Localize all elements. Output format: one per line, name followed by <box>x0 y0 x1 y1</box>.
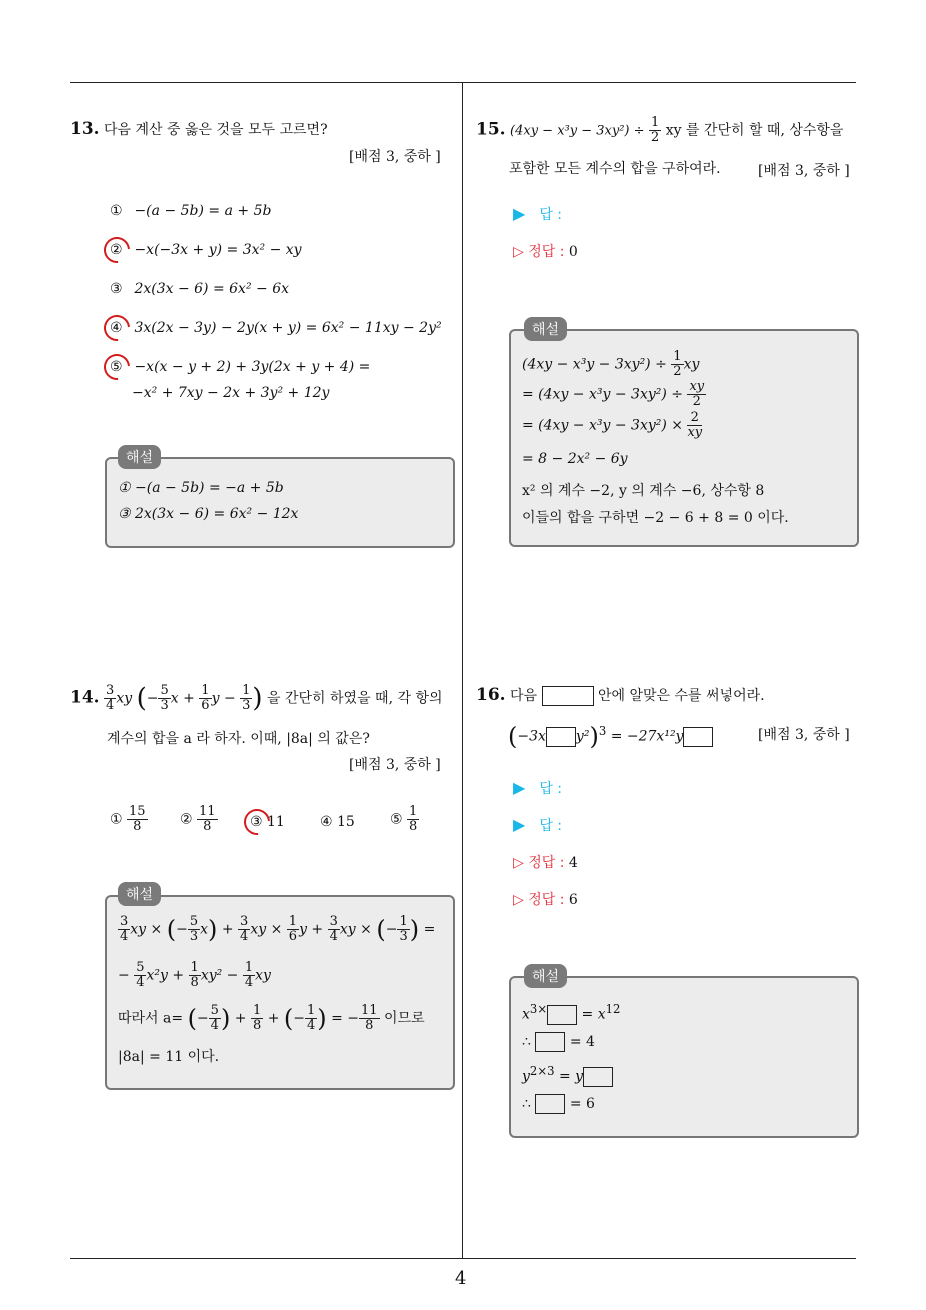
correct-answer: ▷ 정답 : 6 <box>513 892 578 908</box>
question-13 <box>70 116 328 143</box>
bottom-rule <box>70 1258 856 1259</box>
solution-tag: 해설 <box>118 445 161 469</box>
question-number: 15. <box>476 119 506 140</box>
answer-field[interactable]: ▶ 답 : <box>513 815 563 834</box>
choice-4[interactable]: ④ 3x(2x − 3y) − 2y(x + y) = 6x² − 11xy − 2y² <box>110 320 442 336</box>
question-text: 을 간단히 하였을 때, 각 항의 <box>267 690 443 707</box>
solution-line: = (4xy − x³y − 3xy²) × $\frac{2}{xy}$ <box>522 410 703 440</box>
question-expression: (−3x y²)$^3$ = −27x¹²y <box>508 718 713 750</box>
score-label: [배점 3, 중하 ] <box>349 757 441 773</box>
solution-line: |8a| = 11 이다. <box>118 1049 220 1065</box>
solution-line: 따라서 a= (− $\frac{5}{4}$ ) + $\frac{1}{8}$ + (− $\frac{1}{4}$ ) = − $\frac{11}{8}$ 이므로 <box>118 1003 425 1033</box>
answer-field[interactable]: ▶ 답 : <box>513 778 563 797</box>
choice-4[interactable]: ④ 15 <box>320 814 355 830</box>
answer-blank[interactable] <box>683 727 713 747</box>
solution-tag: 해설 <box>118 882 161 906</box>
solution-line: x² 의 계수 −2, y 의 계수 −6, 상수항 8 <box>522 483 765 499</box>
solution-line: 이들의 합을 구하면 −2 − 6 + 8 = 0 이다. <box>522 510 789 526</box>
blank-box <box>542 686 594 706</box>
choice-5[interactable]: ⑤ −x(x − y + 2) + 3y(2x + y + 4) = <box>110 359 371 375</box>
column-divider <box>462 82 463 1259</box>
question-number: 13. <box>70 119 100 139</box>
question-16: 16. 다음 안에 알맞은 수를 써넣어라. <box>476 685 765 705</box>
page-number: 4 <box>455 1268 467 1289</box>
score-label: [배점 3, 중하 ] <box>758 727 850 743</box>
choice-2[interactable]: ② $\frac{11}{8}$ <box>180 804 216 834</box>
choice-1[interactable]: ① $\frac{15}{8}$ <box>110 804 146 834</box>
correct-answer: ▷ 정답 : 4 <box>513 855 578 871</box>
correct-answer: ▷ 정답 : 0 <box>513 244 578 260</box>
solution-line: ① −(a − 5b) = −a + 5b <box>118 480 284 496</box>
solution-line: $\frac{3}{4}$ xy × (− $\frac{5}{3}$ x) + $\frac{3}{4}$ xy × $\frac{1}{6}$ y + $\frac{3}{4}$ xy × (− $\frac{1}{3}$ ) = <box>120 914 436 944</box>
choice-3[interactable]: ③ 2x(3x − 6) = 6x² − 6x <box>110 281 289 297</box>
solution-line: = 8 − 2x² − 6y <box>522 451 628 467</box>
question-text: 다음 계산 중 옳은 것을 모두 고르면? <box>104 122 328 138</box>
question-text-line2: 포함한 모든 계수의 합을 구하여라. <box>509 161 721 177</box>
choice-5-continuation: −x² + 7xy − 2x + 3y² + 12y <box>132 385 330 401</box>
solution-tag: 해설 <box>524 317 567 341</box>
play-triangle-icon: ▶ <box>513 204 526 223</box>
solution-box <box>105 457 455 548</box>
solution-tag: 해설 <box>524 964 567 988</box>
score-label: [배점 3, 중하 ] <box>349 149 441 165</box>
solution-line: $y^{2\times 3} = y$ <box>522 1064 613 1087</box>
solution-line: ∴ = 4 <box>522 1034 595 1050</box>
red-circle-mark <box>99 310 136 347</box>
solution-line: ③ 2x(3x − 6) = 6x² − 12x <box>118 506 299 522</box>
choice-3[interactable]: ③ 11 <box>250 814 285 830</box>
question-number: 16. <box>476 685 506 705</box>
choice-2[interactable]: ② −x(−3x + y) = 3x² − xy <box>110 242 302 258</box>
play-triangle-icon: ▶ <box>513 778 526 797</box>
red-circle-mark <box>99 232 136 269</box>
answer-field[interactable]: ▶ 답 : <box>513 204 563 223</box>
choice-1[interactable]: ① −(a − 5b) = a + 5b <box>110 203 272 219</box>
choice-5[interactable]: ⑤ $\frac{1}{8}$ <box>390 804 418 834</box>
solution-line: = (4xy − x³y − 3xy²) ÷ $\frac{xy}{2}$ <box>522 379 705 409</box>
solution-line: (4xy − x³y − 3xy²) ÷ $\frac{1}{2}$ xy <box>522 349 700 379</box>
answer-blank[interactable] <box>546 727 576 747</box>
solution-line: $x^{3\times} = x^{12}$ <box>522 1002 621 1023</box>
play-triangle-icon: ▶ <box>513 815 526 834</box>
question-text-line2: 계수의 합을 a 라 하자. 이때, |8a| 의 값은? <box>107 731 370 747</box>
solution-line: ∴ = 6 <box>522 1096 595 1112</box>
score-label: [배점 3, 중하 ] <box>758 163 850 179</box>
solution-line: − $\frac{5}{4}$ x²y + $\frac{1}{8}$ xy² − $\frac{1}{4}$ xy <box>118 960 271 990</box>
top-rule <box>70 82 856 83</box>
red-circle-mark <box>99 349 136 386</box>
question-14: 14. $\frac{3}{4}$ xy (− $\frac{5}{3}$ x + $\frac{1}{6}$ y − $\frac{1}{3}$ ) 을 간단히 하였을 때, 각 항의 <box>70 683 443 714</box>
question-number: 14. <box>70 687 100 708</box>
question-15: 15. (4xy − x³y − 3xy²) ÷ $\frac{1}{2}$ xy 를 간단히 할 때, 상수항을 <box>476 115 844 145</box>
red-circle-mark <box>239 804 276 841</box>
